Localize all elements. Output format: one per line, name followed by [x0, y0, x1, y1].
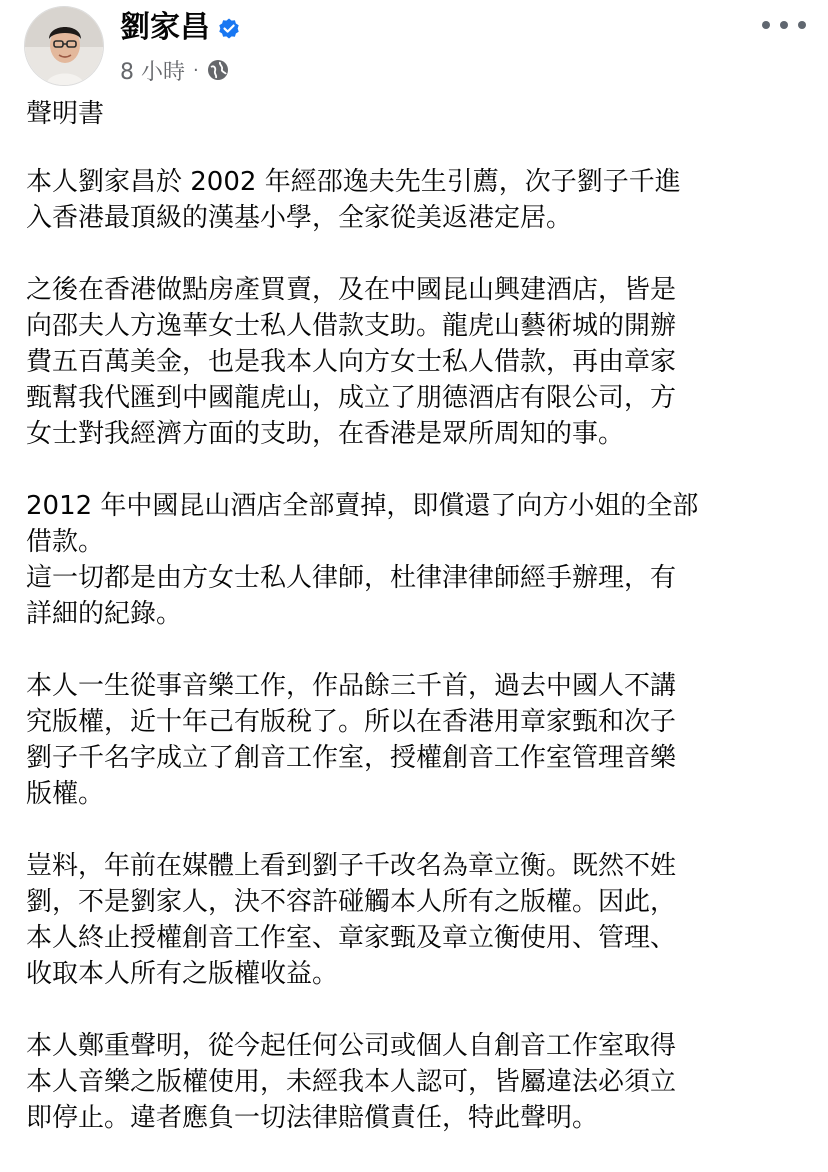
text-line: 這一切都是由方女士私人律師，杜律津律師經手辦理，有	[26, 563, 677, 593]
more-dot	[798, 21, 806, 29]
text-line: 即停止。違者應負一切法律賠償責任，特此聲明。	[26, 1103, 599, 1133]
text-line: 劉子千名字成立了創音工作室，授權創音工作室管理音樂	[26, 743, 677, 773]
paragraph	[26, 272, 806, 452]
text-line: 入香港最頂級的漢基小學，全家從美返港定居。	[26, 203, 573, 233]
statement-title: 聲明書	[26, 99, 105, 129]
paragraph	[26, 848, 806, 992]
paragraph	[26, 668, 806, 812]
globe-icon[interactable]	[207, 59, 229, 81]
paragraph	[26, 1028, 806, 1136]
meta-separator: ·	[193, 59, 199, 81]
paragraph	[26, 488, 806, 632]
text-line: 費五百萬美金，也是我本人向方女士私人借款，再由章家	[26, 347, 677, 377]
text-line: 2012 年中國昆山酒店全部賣掉，即償還了向方小姐的全部	[26, 491, 699, 521]
more-dot	[762, 21, 770, 29]
post-meta	[120, 54, 229, 86]
text-line: 版權。	[26, 779, 105, 809]
text-line: 本人終止授權創音工作室、章家甄及章立衡使用、管理、	[26, 923, 677, 953]
text-line: 詳細的紀錄。	[26, 599, 183, 629]
author-name[interactable]: 劉家昌	[120, 10, 210, 45]
text-line: 本人一生從事音樂工作，作品餘三千首，過去中國人不講	[26, 671, 677, 701]
post-body	[26, 92, 806, 1172]
avatar[interactable]	[24, 6, 104, 86]
more-dot	[780, 21, 788, 29]
avatar-image	[25, 7, 104, 86]
verified-badge-icon	[217, 17, 241, 41]
text-line: 女士對我經濟方面的支助，在香港是眾所周知的事。	[26, 419, 625, 449]
text-line: 之後在香港做點房產買賣，及在中國昆山興建酒店，皆是	[26, 275, 677, 305]
post-timestamp[interactable]: 8 小時	[120, 59, 185, 85]
text-line: 借款。	[26, 527, 105, 557]
text-line: 究版權，近十年己有版稅了。所以在香港用章家甄和次子	[26, 707, 677, 737]
more-options-icon[interactable]	[762, 10, 806, 40]
text-line: 本人劉家昌於 2002 年經邵逸夫先生引薦，次子劉子千進	[26, 167, 681, 197]
text-line: 向邵夫人方逸華女士私人借款支助。龍虎山藝術城的開辦	[26, 311, 677, 341]
text-line: 收取本人所有之版權收益。	[26, 959, 339, 989]
text-line: 豈料，年前在媒體上看到劉子千改名為章立衡。既然不姓	[26, 851, 677, 881]
paragraph	[26, 164, 806, 236]
post-header	[0, 0, 828, 92]
text-line: 本人鄭重聲明，從今起任何公司或個人自創音工作室取得	[26, 1031, 677, 1061]
text-line: 甄幫我代匯到中國龍虎山，成立了朋德酒店有限公司，方	[26, 383, 677, 413]
text-line: 本人音樂之版權使用，未經我本人認可，皆屬違法必須立	[26, 1067, 677, 1097]
text-line: 劉，不是劉家人，決不容許碰觸本人所有之版權。因此，	[26, 887, 677, 917]
